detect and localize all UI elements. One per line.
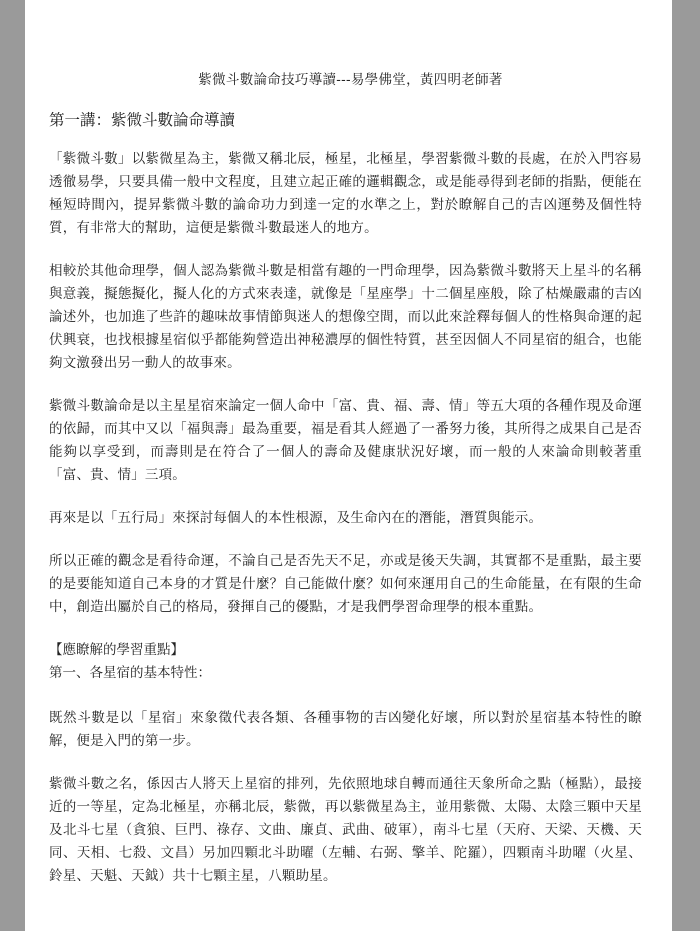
paragraph: 所以正確的觀念是看待命運，不論自己是否先天不足，亦或是後天失調，其實都不是重點，最主要的是要能知道自己本身的才質是什麼？自己能做什麼？如何來運用自己的生命能量，在有限的生命中，創造出屬於自己的格局，發揮自己的優點，才是我們學習命理學的根本重點。 — [49, 553, 642, 615]
section-heading: 【應瞭解的學習重點】 — [49, 642, 184, 658]
chapter-heading: 第一講：紫微斗數論命導讀 — [49, 111, 236, 129]
paragraph: 相較於其他命理學，個人認為紫微斗數是相當有趣的一門命理學，因為紫微斗數將天上星斗的名稱與意義，擬態擬化，擬人化的方式來表達，就像是「星座學」十二個星座般，除了枯燥嚴肅的吉凶論述外，也加進了些許的趣味故事情節與迷人的想像空間，而以此來詮釋每個人的性格與命運的起伏興衰，也找根據星宿似乎都能夠營造出神秘濃厚的個性特質，甚至因個人不同星宿的組合，也能夠文激發出另一動人的故事來。 — [49, 263, 642, 371]
paragraph: 紫微斗數論命是以主星星宿來論定一個人命中「富、貴、福、壽、情」等五大項的各種作現及命運的依歸，而其中又以「福與壽」最為重要，福是看其人經過了一番努力後，其所得之成果自己是否能夠以享受到，而壽則是在符合了一個人的壽命及健康狀況好壞，而一般的人來論命則較著重「富、貴、情」三項。 — [49, 398, 642, 483]
paragraph: 既然斗數是以「星宿」來象徵代表各類、各種事物的吉凶變化好壞，所以對於星宿基本特性的瞭解，便是入門的第一步。 — [49, 710, 642, 749]
document-page — [25, 0, 672, 931]
section-subheading: 第一、各星宿的基本特性： — [49, 665, 211, 681]
paragraph: 「紫微斗數」以紫微星為主，紫微又稱北辰，極星，北極星，學習紫微斗數的長處，在於入門容易透徹易學，只要具備一般中文程度，且建立起正確的邏輯觀念，或是能尋得到老師的指點，便能在極短時間內，提昇紫微斗數的論命功力到達一定的水準之上，對於瞭解自己的吉凶運勢及個性特質，有非常大的幫助，這便是紫微斗數最迷人的地方。 — [49, 151, 642, 236]
paragraph: 再來是以「五行局」來探討每個人的本性根源，及生命內在的潛能，潛質與能示。 — [49, 510, 543, 526]
document-title: 紫微斗數論命技巧導讀---易學佛堂，黃四明老師著 — [198, 72, 503, 88]
paragraph: 紫微斗數之名，係因古人將天上星宿的排列，先依照地球自轉而通往天象所命之點（極點），最接近的一等星，定為北極星，亦稱北辰，紫微，再以紫微星為主，並用紫微、太陽、太陰三顆中天星及北斗七星（貪狼、巨門、祿存、文曲、廉貞、武曲、破軍），南斗七星（天府、天梁、天機、天同、天相、七殺、文昌）另加四顆北斗助曜（左輔、右弼、擎羊、陀羅），四顆南斗助曜（火星、鈴星、天魁、天鉞）共十七顆主星，八顆助星。 — [49, 776, 642, 884]
